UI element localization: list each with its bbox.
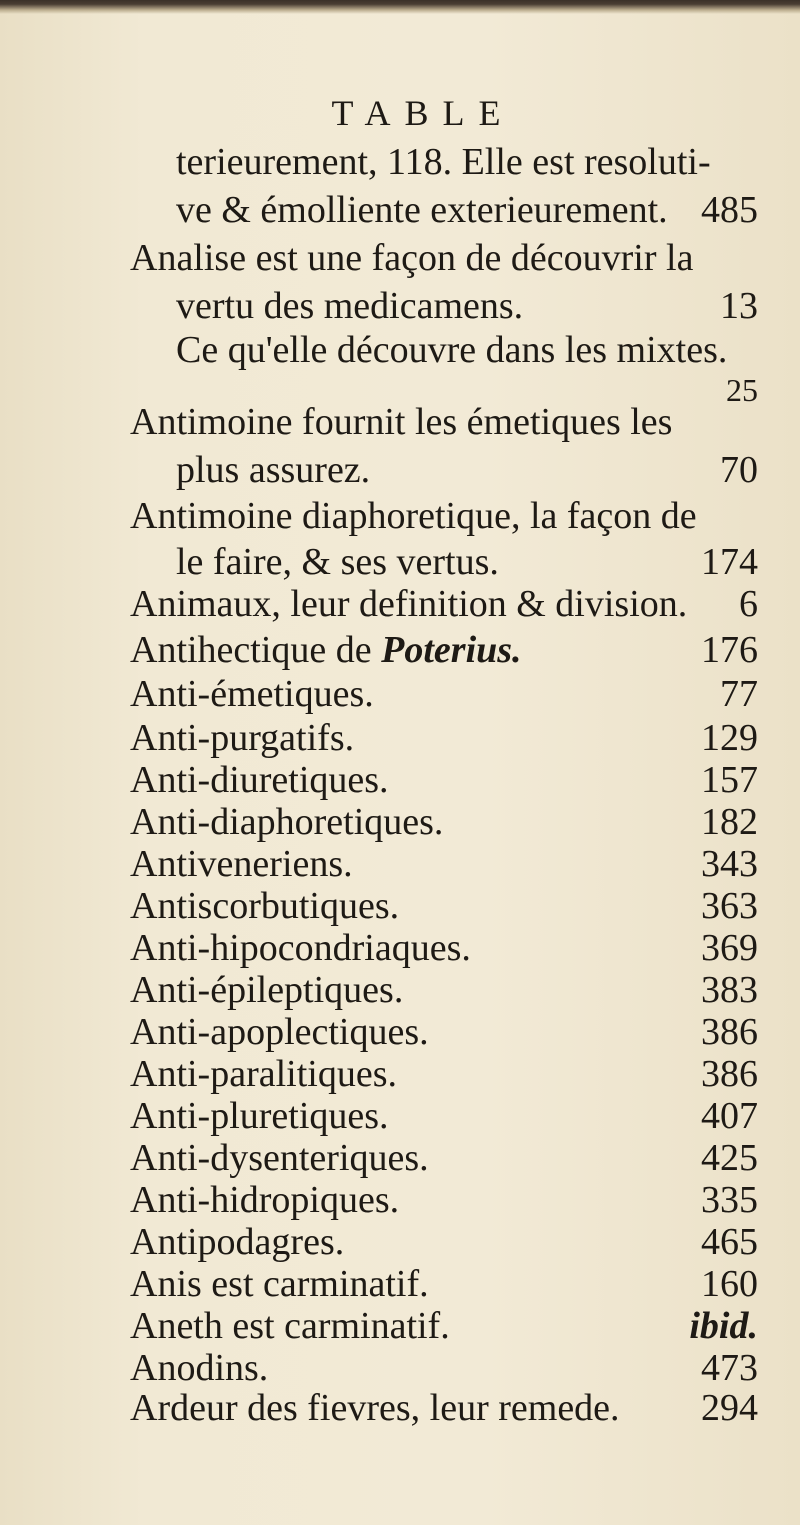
entry-text: Antimoine diaphoretique, la façon de (130, 495, 697, 537)
entry-text: Animaux, leur definition & division. (130, 583, 688, 625)
entry-page-number: 6 (739, 583, 758, 625)
running-head: TABLE (331, 93, 515, 133)
entry-page-number: 465 (701, 1221, 758, 1263)
index-entry (0, 494, 800, 538)
index-entry (0, 842, 800, 886)
index-entry (0, 758, 800, 802)
entry-page-number: 13 (720, 285, 758, 327)
entry-text: vertu des medicamens. (176, 285, 524, 327)
entry-page-number: 473 (701, 1347, 758, 1389)
index-entry (0, 1052, 800, 1096)
index-entry (0, 448, 800, 492)
entry-text: Anis est carminatif. (130, 1263, 429, 1305)
entry-text-italic: Poterius. (381, 629, 522, 671)
index-entry (0, 800, 800, 844)
entry-page-number: ibid. (689, 1305, 758, 1347)
index-entry (0, 1346, 800, 1390)
index-entry (0, 1136, 800, 1180)
entry-page-number: 157 (701, 759, 758, 801)
index-entry (0, 1304, 800, 1348)
index-entry (0, 1262, 800, 1306)
entry-text: Anti-paralitiques. (130, 1053, 397, 1095)
index-entry (0, 1178, 800, 1222)
entry-text: Anti-purgatifs. (130, 717, 355, 759)
entry-page-number: 160 (701, 1263, 758, 1305)
index-entry (0, 968, 800, 1012)
index-entry (0, 284, 800, 328)
entry-page-number: 383 (701, 969, 758, 1011)
entry-text: le faire, & ses vertus. (176, 541, 499, 583)
index-entry (0, 140, 800, 184)
entry-page-number: 77 (720, 673, 758, 715)
index-entry (0, 188, 800, 232)
entry-text-roman: Antihectique de (130, 629, 372, 671)
entry-page-number: 25 (726, 372, 758, 408)
entry-page-number: 335 (701, 1179, 758, 1221)
entry-text: Ce qu'elle découvre dans les mixtes. (176, 329, 728, 371)
entry-text: Anti-dysenteriques. (130, 1137, 429, 1179)
index-entry (0, 884, 800, 928)
entry-page-number: 425 (701, 1137, 758, 1179)
entry-page-number: 176 (701, 629, 758, 671)
entry-text: Analise est une façon de découvrir la (130, 237, 694, 279)
index-entry (0, 582, 800, 626)
entry-page-number: 182 (701, 801, 758, 843)
entry-page-number: 174 (701, 541, 758, 583)
entry-text: Anti-épileptiques. (130, 969, 404, 1011)
entry-text: Anodins. (130, 1347, 269, 1389)
index-entry (0, 400, 800, 444)
entry-text: Anti-diaphoretiques. (130, 801, 444, 843)
entry-text: Anti-apoplectiques. (130, 1011, 429, 1053)
entry-text (130, 628, 522, 672)
entry-page-number: 485 (701, 189, 758, 231)
entry-text: Antipodagres. (130, 1221, 345, 1263)
entry-text: Antimoine fournit les émetiques les (130, 401, 673, 443)
entry-text: Anti-hipocondriaques. (130, 927, 471, 969)
entry-page-number: 407 (701, 1095, 758, 1137)
page-top-edge (0, 0, 800, 14)
index-entry (0, 628, 800, 672)
entry-page-number: 363 (701, 885, 758, 927)
entry-text: ve & émolliente exterieurement. (176, 189, 668, 231)
index-entry (0, 1094, 800, 1138)
index-entry (0, 1386, 800, 1430)
entry-page-number: 294 (701, 1387, 758, 1429)
index-entry (0, 328, 800, 372)
index-entry (0, 672, 800, 716)
entry-text: Anti-émetiques. (130, 673, 374, 715)
index-entry (0, 236, 800, 280)
entry-text: Anti-diuretiques. (130, 759, 389, 801)
index-entry (0, 716, 800, 760)
index-entry (0, 1010, 800, 1054)
index-entry (0, 926, 800, 970)
entry-text: Anti-pluretiques. (130, 1095, 389, 1137)
entry-page-number: 386 (701, 1011, 758, 1053)
entry-page-number: 70 (720, 449, 758, 491)
entry-page-number: 343 (701, 843, 758, 885)
entry-text: Antiscorbutiques. (130, 885, 400, 927)
entry-page-number: 129 (701, 717, 758, 759)
index-entry (0, 540, 800, 584)
index-entry (0, 1220, 800, 1264)
entry-text: terieurement, 118. Elle est resoluti- (176, 141, 711, 183)
entry-text: Aneth est carminatif. (130, 1305, 450, 1347)
entry-text: Anti-hidropiques. (130, 1179, 400, 1221)
entry-page-number: 386 (701, 1053, 758, 1095)
entry-page-number: 369 (701, 927, 758, 969)
entry-text: Ardeur des fievres, leur remede. (130, 1387, 620, 1429)
entry-text: plus assurez. (176, 449, 371, 491)
entry-text: Antiveneriens. (130, 843, 353, 885)
